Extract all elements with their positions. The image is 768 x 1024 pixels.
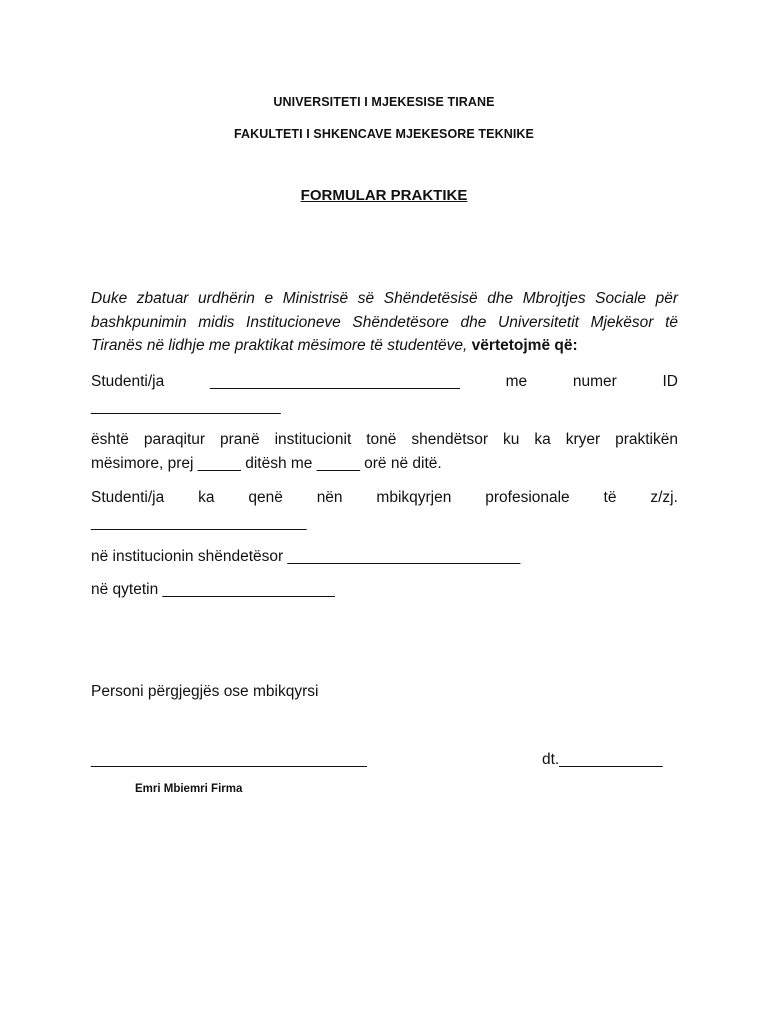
faculty-name: FAKULTETI I SHKENCAVE MJEKESORE TEKNIKE: [234, 127, 534, 141]
intro-line-3-italic: Tiranës në lidhje me praktikat mësimore të studentëve,: [91, 337, 468, 354]
id-word: ID: [662, 373, 678, 390]
supervision-word: mbikqyrjen: [376, 489, 452, 506]
intro-paragraph: [91, 287, 678, 358]
supervisor-name-blank[interactable]: _________________________: [91, 514, 307, 531]
intro-line-2: bashkpunimin midis Institucioneve Shëndetësore dhe Universitetit Mjekësor të: [91, 313, 678, 331]
supervision-word: ka: [198, 489, 215, 506]
intro-line-3: [91, 334, 678, 358]
form-title: FORMULAR PRAKTIKE: [300, 187, 468, 204]
presence-line-2: mësimore, prej _____ ditësh me _____ orë në ditë.: [91, 454, 442, 472]
presence-line-1: është paraqitur pranë institucionit tonë shendëtsor ku ka kryer praktikën: [91, 431, 678, 448]
city-field[interactable]: në qytetin ____________________: [91, 581, 335, 598]
supervision-word: Studenti/ja: [91, 489, 165, 506]
intro-line-1: Duke zbatuar urdhërin e Ministrisë së Shëndetësisë dhe Mbrojtjes Sociale për: [91, 290, 678, 307]
me-word: me: [505, 373, 528, 390]
supervision-word: z/zj.: [650, 489, 678, 506]
student-id-blank[interactable]: ______________________: [91, 398, 281, 415]
intro-line-3-plain: vërtetojmë që:: [467, 337, 578, 354]
supervision-word: nën: [316, 489, 343, 506]
signature-caption: Emri Mbiemri Firma: [135, 783, 243, 795]
student-line: [91, 370, 678, 393]
institution-field[interactable]: në institucionin shëndetësor ___________________________: [91, 548, 521, 565]
signature-line[interactable]: ________________________________: [91, 751, 367, 768]
supervision-line: [91, 486, 678, 509]
numer-word: numer: [572, 373, 617, 390]
presence-paragraph: [91, 428, 678, 475]
supervision-word: profesionale: [485, 489, 570, 506]
responsible-person-label: Personi përgjegjës ose mbikqyrsi: [91, 683, 319, 700]
date-field[interactable]: dt.____________: [542, 751, 663, 768]
supervision-word: qenë: [248, 489, 283, 506]
student-label: Studenti/ja: [91, 373, 165, 390]
supervision-word: të: [603, 489, 617, 506]
university-name: UNIVERSITETI I MJEKESISE TIRANE: [273, 95, 495, 109]
student-name-blank[interactable]: _____________________________: [209, 373, 460, 390]
